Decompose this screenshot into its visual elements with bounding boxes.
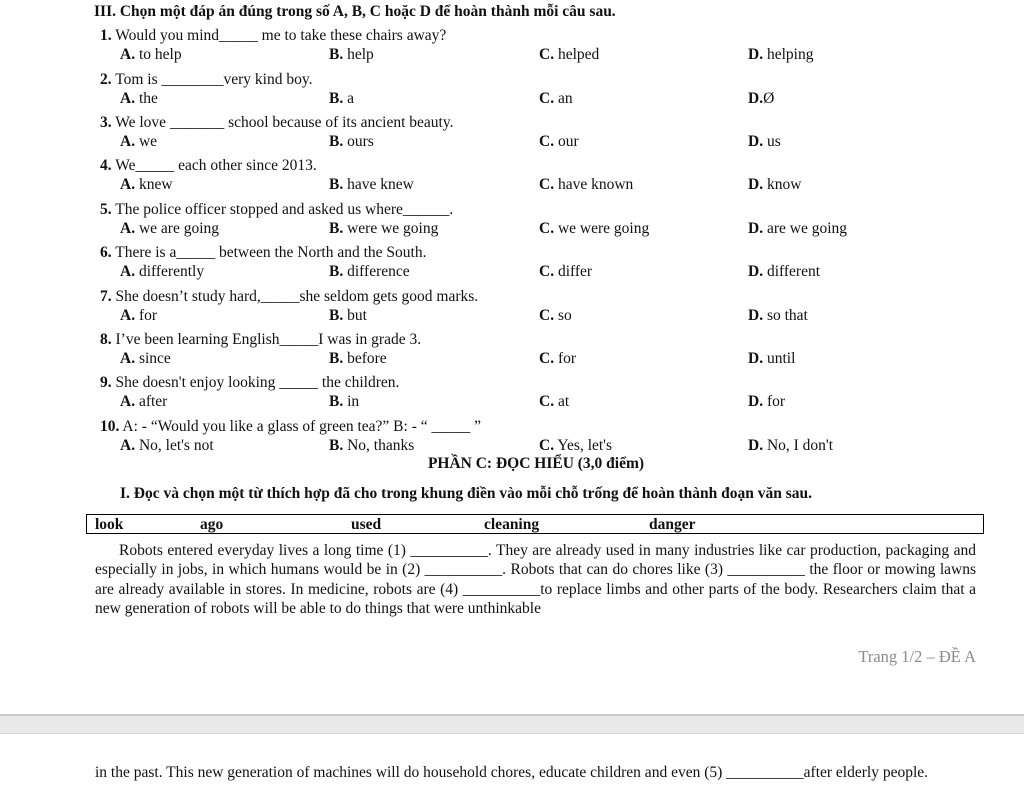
question-2 (100, 71, 312, 89)
question-3 (100, 114, 453, 132)
option-text: help (347, 46, 374, 63)
option-text: we (138, 133, 158, 150)
option-b (329, 393, 359, 411)
option-letter: C. (539, 220, 555, 237)
question-number: 2. (100, 71, 112, 88)
option-text: but (347, 307, 367, 324)
option-text: the (138, 90, 158, 107)
option-text: we were going (557, 220, 650, 237)
option-text: an (557, 90, 573, 107)
option-text: in (347, 393, 360, 410)
option-text: after (138, 393, 168, 410)
question-7 (100, 288, 478, 306)
option-text: helping (766, 46, 814, 63)
option-letter: C. (539, 90, 555, 107)
word-box-item: ago (200, 516, 224, 533)
option-text: difference (347, 263, 410, 280)
option-text: were we going (347, 220, 439, 237)
option-b (329, 133, 374, 151)
option-c (539, 437, 612, 455)
option-text: a (347, 90, 354, 107)
option-a (120, 350, 171, 368)
word-box (86, 514, 984, 534)
option-letter: B. (329, 220, 344, 237)
question-text: Tom is ________very kind boy. (115, 71, 313, 88)
option-c (539, 307, 572, 325)
option-a (120, 176, 173, 194)
option-text: since (138, 350, 171, 367)
option-text: for (766, 393, 786, 410)
option-letter: A. (120, 133, 136, 150)
option-letter: C. (539, 437, 555, 454)
word-box-item: danger (649, 516, 696, 533)
option-text: our (557, 133, 579, 150)
question-text: I’ve been learning English_____I was in grade 3. (115, 331, 422, 348)
option-text: so that (766, 307, 808, 324)
option-text: No, thanks (347, 437, 415, 454)
option-text: for (557, 350, 577, 367)
option-letter: B. (329, 133, 344, 150)
option-letter: A. (120, 220, 136, 237)
reading-heading: I. Đọc và chọn một từ thích hợp đã cho trong khung điền vào mỗi chỗ trống để hoàn thành đoạn văn sau. (120, 485, 812, 502)
option-letter: C. (539, 307, 555, 324)
option-text: No, let's not (138, 437, 214, 454)
option-a (120, 220, 219, 238)
option-text: so (557, 307, 572, 324)
option-letter: A. (120, 307, 136, 324)
option-text: Yes, let's (557, 437, 613, 454)
option-letter: B. (329, 393, 344, 410)
option-a (120, 393, 167, 411)
question-4 (100, 157, 317, 175)
option-letter: B. (329, 307, 344, 324)
option-letter: C. (539, 350, 555, 367)
question-text: We love _______ school because of its ancient beauty. (115, 114, 454, 131)
option-letter: C. (539, 393, 555, 410)
option-text: until (766, 350, 796, 367)
question-number: 7. (100, 288, 112, 305)
passage-text-page-1: Robots entered everyday lives a long time (1) __________. They are already used in many industries like car production, packaging and especially in jobs, in which humans would be in (2) __________. Robots that can do chores like (3) __________ the floor or mowing lawns are already available in stores. In medicine, robots are (4) __________to replace limbs and other parts of the body. Researchers claim that a new generation of robots will be able to do things that were unthinkable (95, 542, 976, 617)
option-letter: C. (539, 133, 555, 150)
option-d (748, 307, 808, 325)
question-text: There is a_____ between the North and the South. (115, 244, 427, 261)
option-letter: D. (748, 46, 764, 63)
option-letter: D. (748, 263, 764, 280)
option-a (120, 263, 204, 281)
option-letter: A. (120, 263, 136, 280)
option-letter: A. (120, 90, 136, 107)
option-text: Ø (763, 90, 775, 107)
question-6 (100, 244, 426, 262)
option-b (329, 220, 438, 238)
question-number: 4. (100, 157, 112, 174)
question-1 (100, 27, 446, 45)
option-a (120, 133, 157, 151)
passage-text-page-2: in the past. This new generation of machines will do household chores, educate children and even (5) __________after elderly people. (95, 764, 929, 781)
option-b (329, 90, 354, 108)
option-text: ours (347, 133, 374, 150)
option-text: differently (138, 263, 205, 280)
question-number: 3. (100, 114, 112, 131)
option-letter: D. (748, 437, 764, 454)
option-text: at (557, 393, 570, 410)
option-d (748, 220, 847, 238)
option-text: different (766, 263, 821, 280)
option-c (539, 393, 569, 411)
option-b (329, 350, 387, 368)
question-text: Would you mind_____ me to take these chairs away? (115, 27, 447, 44)
option-letter: C. (539, 46, 555, 63)
option-text: knew (138, 176, 173, 193)
option-d (748, 437, 833, 455)
option-letter: B. (329, 90, 344, 107)
option-c (539, 220, 649, 238)
option-letter: B. (329, 176, 344, 193)
option-b (329, 176, 414, 194)
option-a (120, 307, 157, 325)
option-d (748, 350, 795, 368)
question-10 (100, 418, 481, 436)
question-text: The police officer stopped and asked us where______. (115, 201, 454, 218)
option-text: to help (138, 46, 182, 63)
option-text: are we going (766, 220, 848, 237)
option-d (748, 133, 781, 151)
option-letter: A. (120, 176, 136, 193)
question-number: 5. (100, 201, 112, 218)
option-letter: B. (329, 437, 344, 454)
question-8 (100, 331, 421, 349)
question-text: A: - “Would you like a glass of green tea?” B: - “ _____ ” (122, 418, 481, 435)
option-letter: A. (120, 350, 136, 367)
question-number: 6. (100, 244, 112, 261)
option-letter: A. (120, 437, 136, 454)
option-a (120, 90, 158, 108)
option-letter: A. (120, 393, 136, 410)
reading-passage (95, 541, 976, 618)
option-text: before (347, 350, 387, 367)
option-text: for (138, 307, 158, 324)
question-text: We_____ each other since 2013. (115, 157, 317, 174)
option-b (329, 263, 410, 281)
option-text: have knew (347, 176, 414, 193)
option-c (539, 133, 579, 151)
page-footer: Trang 1/2 – ĐỀ A (858, 647, 976, 666)
question-number: 1. (100, 27, 112, 44)
option-text: differ (557, 263, 593, 280)
option-text: know (766, 176, 802, 193)
option-letter: B. (329, 350, 344, 367)
question-text: She doesn't enjoy looking _____ the children. (115, 374, 400, 391)
option-text: us (766, 133, 781, 150)
question-number: 10. (100, 418, 120, 435)
option-letter: C. (539, 263, 555, 280)
option-b (329, 46, 374, 64)
option-letter: D. (748, 220, 764, 237)
page-2 (0, 734, 1024, 799)
option-c (539, 176, 633, 194)
option-text: No, I don't (766, 437, 834, 454)
option-letter: A. (120, 46, 136, 63)
option-b (329, 437, 414, 455)
question-number: 9. (100, 374, 112, 391)
word-box-item: look (95, 516, 124, 533)
part-c-title: PHẦN C: ĐỌC HIỂU (3,0 điểm) (427, 455, 645, 472)
option-c (539, 46, 599, 64)
word-box-item: used (351, 516, 382, 533)
option-letter: C. (539, 176, 555, 193)
word-box-item: cleaning (484, 516, 540, 533)
option-d (748, 46, 813, 64)
option-letter: D. (748, 393, 764, 410)
section-heading: III. Chọn một đáp án đúng trong số A, B, C hoặc D để hoàn thành mỗi câu sau. (94, 3, 616, 20)
option-text: have known (557, 176, 634, 193)
option-c (539, 90, 573, 108)
option-letter: B. (329, 46, 344, 63)
question-9 (100, 374, 399, 392)
option-d (748, 176, 801, 194)
option-d (748, 393, 785, 411)
option-text: helped (557, 46, 600, 63)
question-text: She doesn’t study hard,_____she seldom gets good marks. (115, 288, 479, 305)
option-text: we are going (138, 220, 220, 237)
page-separator (0, 714, 1024, 734)
question-5 (100, 201, 453, 219)
option-a (120, 46, 182, 64)
question-number: 8. (100, 331, 112, 348)
option-letter: D. (748, 350, 764, 367)
option-b (329, 307, 367, 325)
option-c (539, 350, 576, 368)
option-letter: D. (748, 307, 764, 324)
option-c (539, 263, 592, 281)
option-a (120, 437, 214, 455)
option-letter: B. (329, 263, 344, 280)
option-letter: D. (748, 176, 764, 193)
option-d (748, 263, 820, 281)
option-d (748, 90, 774, 108)
option-letter: D. (748, 133, 764, 150)
option-letter: D. (748, 90, 764, 107)
